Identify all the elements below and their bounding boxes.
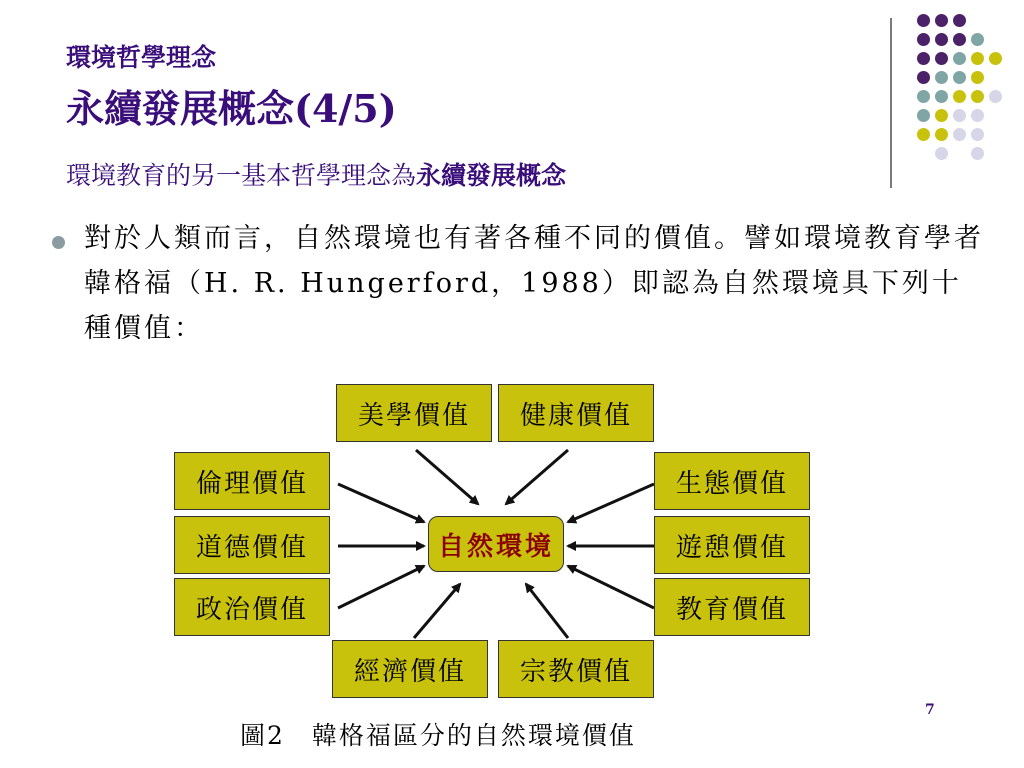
value-box-recreation: 遊憩價值 bbox=[654, 516, 810, 574]
subtitle-prefix: 環境教育的另一基本哲學理念為 bbox=[66, 161, 417, 190]
value-box-education: 教育價值 bbox=[654, 578, 810, 636]
section-title: 環境哲學理念 bbox=[66, 43, 217, 72]
slide-title: 永續發展概念(4/5) bbox=[66, 86, 397, 131]
arrow-religion bbox=[526, 584, 568, 638]
arrow-aesthetic bbox=[416, 450, 478, 504]
arrow-ecology bbox=[568, 484, 654, 522]
value-box-health: 健康價值 bbox=[498, 384, 654, 442]
center-node-nature: 自然環境 bbox=[428, 516, 564, 572]
value-box-ethics: 倫理價值 bbox=[174, 452, 330, 510]
arrow-ethics bbox=[338, 484, 424, 522]
subtitle-emphasis: 永續發展概念 bbox=[416, 161, 567, 190]
figure-caption: 圖2 韓格福區分的自然環境價值 bbox=[240, 721, 636, 750]
arrow-education bbox=[568, 566, 654, 608]
bullet-paragraph: 對於人類而言，自然環境也有著各種不同的價值。譬如環境教育學者韓格福（H. R. Hungerford，1988）即認為自然環境具下列十種價值： bbox=[84, 223, 984, 344]
value-box-aesthetic: 美學價值 bbox=[336, 384, 492, 442]
page-number: 7 bbox=[925, 702, 935, 718]
value-box-economy: 經濟價值 bbox=[332, 640, 488, 698]
arrow-politics bbox=[338, 566, 424, 608]
arrow-economy bbox=[414, 584, 460, 638]
value-box-politics: 政治價值 bbox=[174, 578, 330, 636]
value-box-ecology: 生態價值 bbox=[654, 452, 810, 510]
arrow-health bbox=[506, 450, 568, 504]
value-box-morality: 道德價值 bbox=[174, 516, 330, 574]
value-box-religion: 宗教價值 bbox=[498, 640, 654, 698]
